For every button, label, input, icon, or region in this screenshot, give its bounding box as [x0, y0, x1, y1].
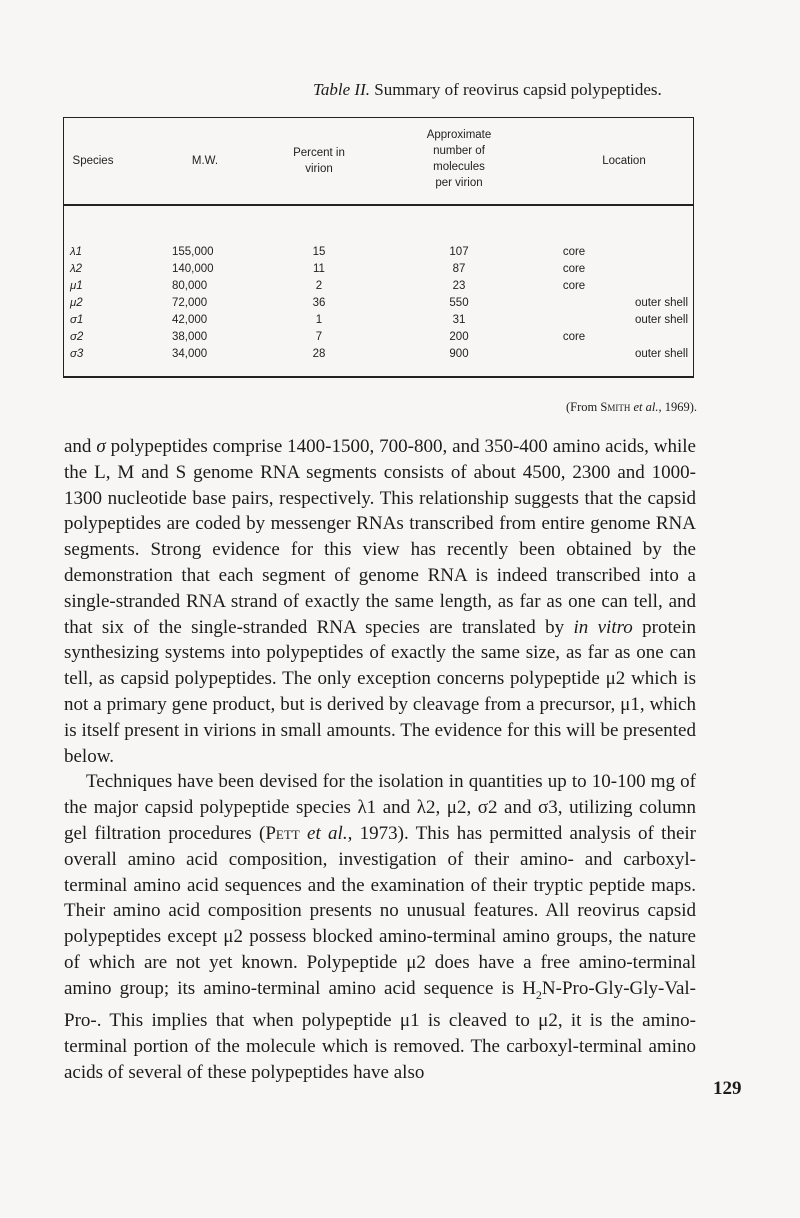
cell-species: λ1 — [70, 246, 83, 258]
cell-mw: 42,000 — [172, 314, 208, 326]
cell-percent: 11 — [313, 263, 325, 275]
cell-species: μ2 — [70, 297, 83, 309]
page-number: 129 — [713, 1078, 742, 1099]
cell-location-outer: outer shell — [634, 297, 688, 309]
cell-species: σ1 — [70, 314, 84, 326]
cell-molecules: 31 — [452, 314, 466, 326]
cell-mw: 72,000 — [172, 297, 208, 309]
table-caption — [313, 80, 733, 100]
cell-location-core: core — [562, 331, 586, 343]
cell-mw: 140,000 — [172, 263, 214, 275]
cell-molecules: 900 — [449, 348, 469, 360]
cell-molecules: 550 — [449, 297, 469, 309]
capsid-table — [63, 117, 694, 378]
cell-location-core: core — [562, 280, 586, 292]
cell-mw: 155,000 — [172, 246, 214, 258]
table-label: Table II. — [313, 80, 370, 99]
cell-percent: 28 — [312, 348, 326, 360]
cell-percent: 15 — [312, 246, 326, 258]
header-mw: M.W. — [191, 155, 219, 167]
cell-species: σ2 — [70, 331, 84, 343]
cell-percent: 7 — [315, 331, 323, 343]
body-text — [64, 434, 696, 1086]
paragraph: and σ polypeptides comprise 1400-1500, 700-800, and 350-400 amino acids, while the L, M and S genome RNA segments consists of about 4500, 2300 and 1000-1300 nucleotide base pairs, respectively. This relationship suggests that the capsid polypeptides are coded by messenger RNAs transcribed from entire genome RNA segments. Strong evidence for this view has recently been obtained by the demonstration that each segment of genome RNA is indeed transcribed into a single-stranded RNA strand of exactly the same length, as far as one can tell, and that six of the single-stranded RNA species are translated by in vitro protein synthesizing systems into polypeptides of exactly the same size, as far as one can tell, as capsid polypeptides. The only exception concerns polypeptide μ2 which is not a primary gene product, but is derived by cleavage from a precursor, μ1, which is itself present in virions in small amounts. The evidence for this will be presented below. — [64, 436, 697, 767]
header-percent: Percent in virion — [293, 147, 345, 175]
cell-percent: 1 — [315, 314, 323, 326]
header-rule — [64, 204, 693, 206]
paragraph: Techniques have been devised for the isolation in quantities up to 10-100 mg of the major capsid polypeptide species λ1 and λ2, μ2, σ2 and σ3, utilizing column gel filtration procedures (Pett et al., 1973). This has permitted analysis of their overall amino acid composition, investigation of their amino- and carboxyl-terminal amino acid sequences and the examination of their tryptic peptide maps. Their amino acid composition presents no unusual features. All reovirus capsid polypeptides except μ2 possess blocked amino-terminal amino groups, the nature of which are not yet known. Polypeptide μ2 does have a free amino-terminal amino group; its amino-terminal amino acid sequence is $H_2N-Pro-Gly-Gly-Val-Pro-$. This implies that when polypeptide μ1 is cleaved to μ2, it is the amino-terminal portion of the molecule which is removed. The carboxyl-terminal amino acids of several of these polypeptides have also — [64, 771, 697, 1083]
cell-molecules: 87 — [452, 263, 466, 275]
cell-location-core: core — [562, 263, 586, 275]
cell-molecules: 107 — [449, 246, 469, 258]
table-title: Summary of reovirus capsid polypeptides. — [374, 80, 662, 99]
cell-location-outer: outer shell — [634, 348, 688, 360]
cell-mw: 80,000 — [172, 280, 208, 292]
cell-molecules: 23 — [452, 280, 466, 292]
table-source: (From Smith et al., 1969). — [566, 400, 697, 414]
cell-mw: 38,000 — [172, 331, 208, 343]
cell-species: μ1 — [70, 280, 83, 292]
header-molecules: Approximate number of molecules per virion — [426, 129, 492, 189]
cell-species: σ3 — [70, 348, 84, 360]
cell-location-outer: outer shell — [634, 314, 688, 326]
cell-species: λ2 — [70, 263, 83, 275]
cell-mw: 34,000 — [172, 348, 208, 360]
header-species: Species — [72, 155, 114, 167]
cell-molecules: 200 — [449, 331, 469, 343]
cell-percent: 2 — [315, 280, 323, 292]
cell-location-core: core — [562, 246, 586, 258]
cell-percent: 36 — [312, 297, 326, 309]
header-location: Location — [602, 155, 646, 167]
